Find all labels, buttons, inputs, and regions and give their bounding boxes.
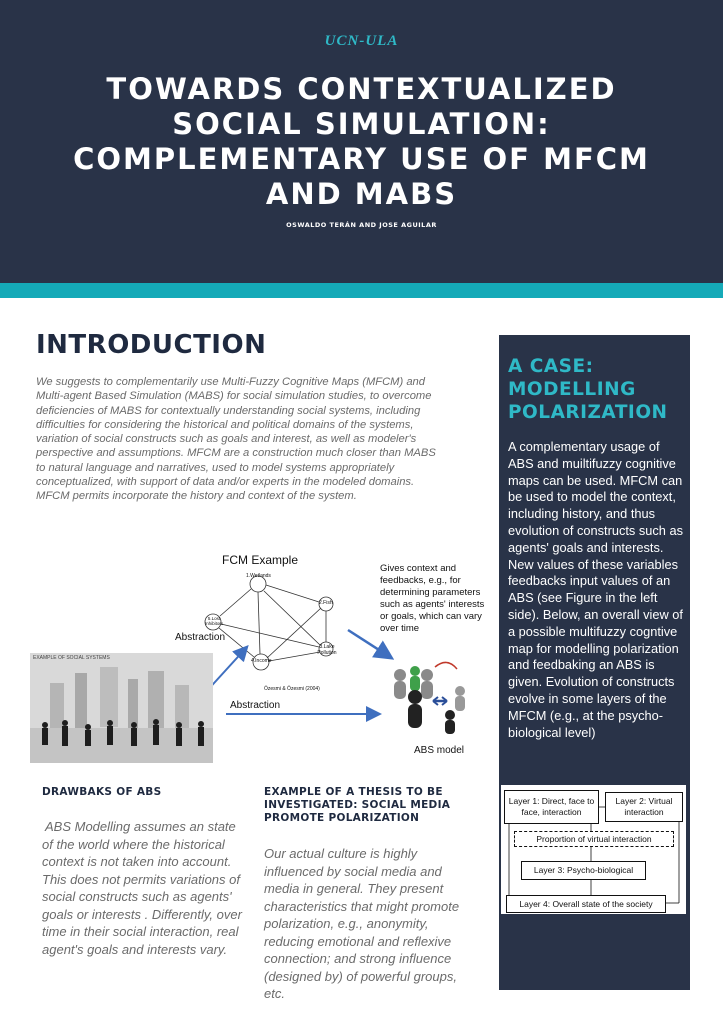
fcm-node-label: 2.Fish bbox=[319, 600, 333, 606]
accent-bar bbox=[0, 283, 723, 298]
thesis-text: Our actual culture is highly influenced by social media and media in general. They present characteristics that might promote polarization, e.g., anonymity, reducing emotional and reflexive connection; and strong influence (designed by) of powerful groups, etc. bbox=[264, 846, 460, 1001]
fcm-title: FCM Example bbox=[222, 553, 299, 567]
photo-caption: EXAMPLE OF SOCIAL SYSTEMS bbox=[33, 655, 110, 661]
poster-header bbox=[0, 0, 723, 283]
agents-icon bbox=[385, 653, 480, 738]
abs-model-label: ABS model bbox=[414, 745, 465, 756]
abs-model-image bbox=[385, 653, 480, 738]
context-note: Gives context and feedbacks, e.g., for determining parameters such as agents' interests or goals, which can vary over time bbox=[380, 563, 485, 634]
introduction-text: We suggests to complementarily use Multi-Fuzzy Cognitive Maps (MFCM) and Multi-agent Based Simulation (MABS) for social simulation studies, to overcome deficiencies of MABS for contextually understanding social systems, including difficulties for considering the historical and political domains of the systems, variation of social constructs such as goals and interest, as well as modeler's perspective and assumptions. MFCM are a construction much closer than MABS to natural language and narratives, used to model systems appropriately conceptualized, with support of data and/or experts in the modeled domains. MFCM permits incorporate the history and context of the system. bbox=[36, 376, 436, 503]
layer1-box: Layer 1: Direct, face to face, interaction bbox=[504, 790, 599, 824]
title-line: TOWARDS CONTEXTUALIZED bbox=[106, 72, 617, 106]
fcm-citation: Özesmi & Özesmi (2004) bbox=[264, 686, 320, 692]
introduction-heading: INTRODUCTION bbox=[36, 330, 267, 360]
drawbacks-heading: DRAWBAKS OF ABS bbox=[42, 786, 162, 798]
poster-title bbox=[60, 72, 663, 212]
case-text: A complementary usage of ABS and muiltifuzzy cognitive maps can be used. MFCM can be used to model the context, including history, and thus evolution of constructs such as agents' goals and interests. New values of these variables feedbacks input values of an ABS (see Figure in the left side). Below, an overall view of a possible multifuzzy cogntive map for modelling polarization and feedbaking an ABS is given. Evolution of constructs evolve in some layers of the MFCM (e.g., at the psycho-biological level) bbox=[508, 439, 683, 740]
title-line: AND MABS bbox=[265, 177, 458, 211]
layer3-box: Layer 3: Psycho-biological bbox=[521, 861, 646, 880]
abstraction-label-upper: Abstraction bbox=[175, 632, 226, 643]
drawbacks-text: ABS Modelling assumes an state of the world where the historical context is not taken into account. This does not permits variations of social constructs such as agents' goals or interests . Differently, over time in their social interaction, real agent's goals and interests vary. bbox=[42, 819, 242, 957]
case-heading-line: POLARIZATION bbox=[508, 402, 668, 423]
layer2-box: Layer 2: Virtual interaction bbox=[605, 792, 683, 822]
case-heading-line: A CASE: bbox=[508, 356, 594, 377]
social-systems-photo bbox=[30, 653, 213, 763]
proportion-box: Proportion of virtual interaction bbox=[514, 831, 674, 847]
fcm-node-label: 1.Wetlands bbox=[246, 573, 271, 579]
abstraction-label-lower: Abstraction bbox=[230, 700, 281, 711]
title-line: SOCIAL SIMULATION: bbox=[172, 107, 551, 141]
fcm-node-label: 4.Income bbox=[251, 658, 272, 664]
city-silhouette-icon bbox=[30, 653, 213, 763]
authors: OSWALDO TERÁN AND JOSE AGUILAR bbox=[286, 221, 437, 229]
organization-label: UCN-ULA bbox=[324, 33, 399, 49]
thesis-heading: EXAMPLE OF A THESIS TO BE INVESTIGATED: SOCIAL MEDIA PROMOTE POLARIZATION bbox=[264, 786, 451, 824]
fcm-abs-figure bbox=[30, 545, 490, 770]
case-heading-line: MODELLING bbox=[508, 379, 636, 400]
fcm-node-label: 5.Lost Inhibitors bbox=[204, 616, 224, 626]
title-line: COMPLEMENTARY USE OF MFCM bbox=[73, 142, 650, 176]
layers-diagram bbox=[501, 785, 686, 914]
fcm-node-label: 3.Lake Pollution bbox=[317, 644, 337, 656]
case-heading bbox=[508, 355, 688, 424]
layer4-box: Layer 4: Overall state of the society bbox=[506, 895, 666, 913]
